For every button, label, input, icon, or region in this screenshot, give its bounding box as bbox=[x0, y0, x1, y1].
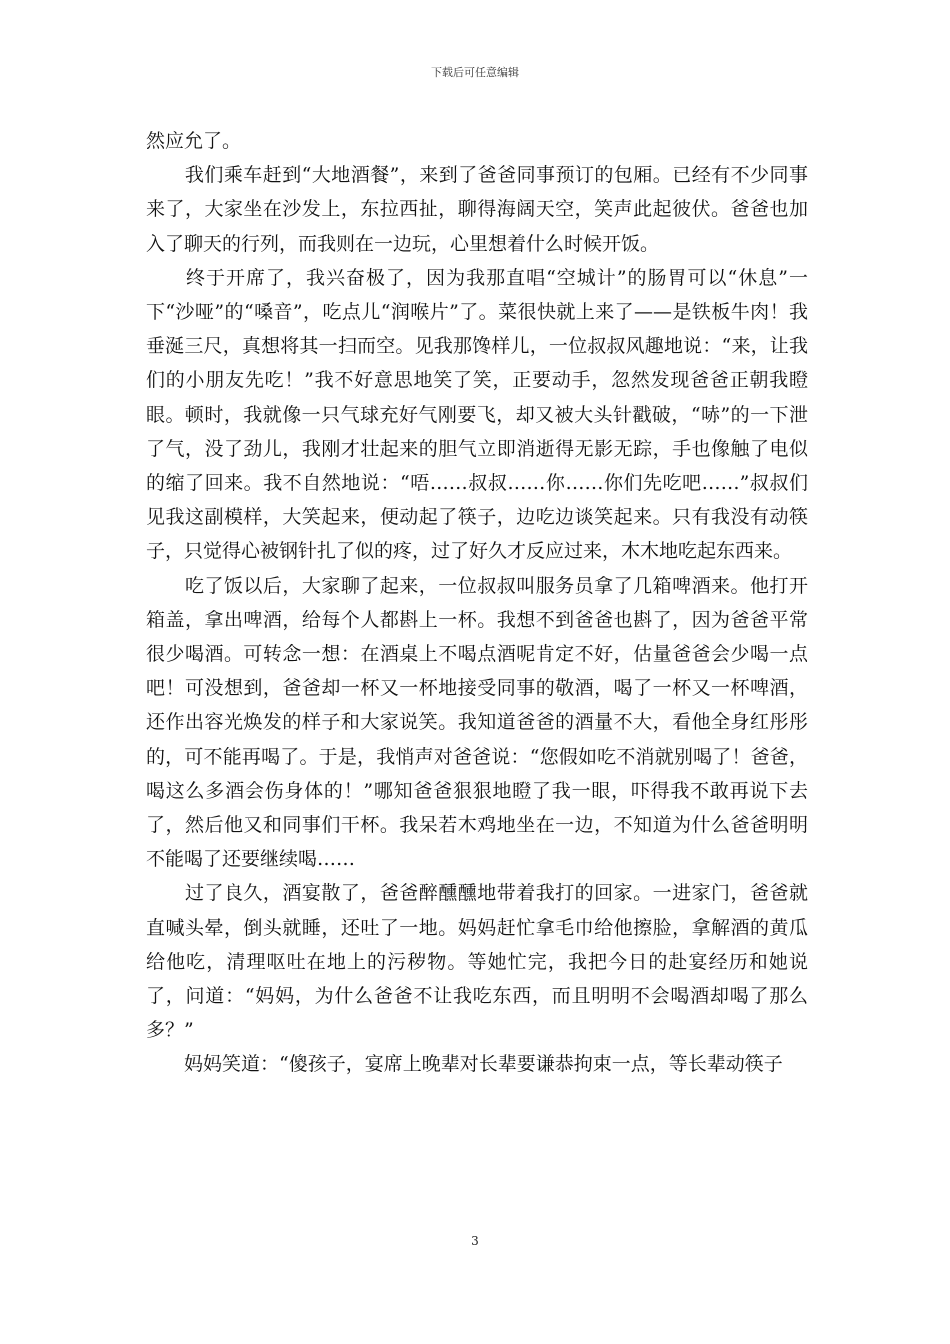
page-number: 3 bbox=[471, 1234, 479, 1248]
paragraph: 我们乘车赶到“大地酒餐”，来到了爸爸同事预订的包厢。已经有不少同事来了，大家坐在沙发上，东拉西扯，聊得海阔天空，笑声此起彼伏。爸爸也加入了聊天的行列，而我则在一边玩，心里想着什么时候开饭。 bbox=[146, 164, 808, 255]
paragraph: 终于开席了，我兴奋极了，因为我那直唱“空城计”的肠胃可以“休息”一下“沙哑”的“嗓音”，吃点儿“润喉片”了。菜很快就上来了——是铁板牛肉！我垂涎三尺，真想将其一扫而空。见我那馋样儿，一位叔叔风趣地说：“来，让我们的小朋友先吃！”我不好意思地笑了笑，正要动手，忽然发现爸爸正朝我瞪眼。顿时，我就像一只气球充好气刚要飞，却又被大头针戳破，“哧”的一下泄了气，没了劲儿，我刚才壮起来的胆气立即消逝得无影无踪，手也像触了电似的缩了回来。我不自然地说：“唔……叔叔……你……你们先吃吧……”叔叔们见我这副模样，大笑起来，便动起了筷子，边吃边谈笑起来。只有我没有动筷子，只觉得心被钢针扎了似的疼，过了好久才反应过来，木木地吃起东西来。 bbox=[146, 266, 808, 563]
paragraph: 妈妈笑道：“傻孩子，宴席上晚辈对长辈要谦恭拘束一点，等长辈动筷子 bbox=[146, 1053, 783, 1076]
page-header: 下载后可任意编辑 bbox=[431, 66, 519, 79]
paragraph: 然应允了。 bbox=[146, 130, 242, 152]
body-text bbox=[146, 124, 808, 1082]
paragraph: 过了良久，酒宴散了，爸爸醉醺醺地带着我打的回家。一进家门，爸爸就直喊头晕，倒头就睡，还吐了一地。妈妈赶忙拿毛巾给他擦脸，拿解酒的黄瓜给他吃，清理呕吐在地上的污秽物。等她忙完，我把今日的赴宴经历和她说了，问道：“妈妈，为什么爸爸不让我吃东西，而且明明不会喝酒却喝了那么多？” bbox=[146, 882, 808, 1042]
paragraph: 吃了饭以后，大家聊了起来，一位叔叔叫服务员拿了几箱啤酒来。他打开箱盖，拿出啤酒，给每个人都斟上一杯。我想不到爸爸也斟了，因为爸爸平常很少喝酒。可转念一想：在酒桌上不喝点酒呢肯定不好，估量爸爸会少喝一点吧！可没想到，爸爸却一杯又一杯地接受同事的敬酒，喝了一杯又一杯啤酒，还作出容光焕发的样子和大家说笑。我知道爸爸的酒量不大，看他全身红彤彤的，可不能再喝了。于是，我悄声对爸爸说：“您假如吃不消就别喝了！爸爸，喝这么多酒会伤身体的！”哪知爸爸狠狠地瞪了我一眼，吓得我不敢再说下去了，然后他又和同事们干杯。我呆若木鸡地坐在一边，不知道为什么爸爸明明不能喝了还要继续喝…… bbox=[146, 574, 808, 871]
